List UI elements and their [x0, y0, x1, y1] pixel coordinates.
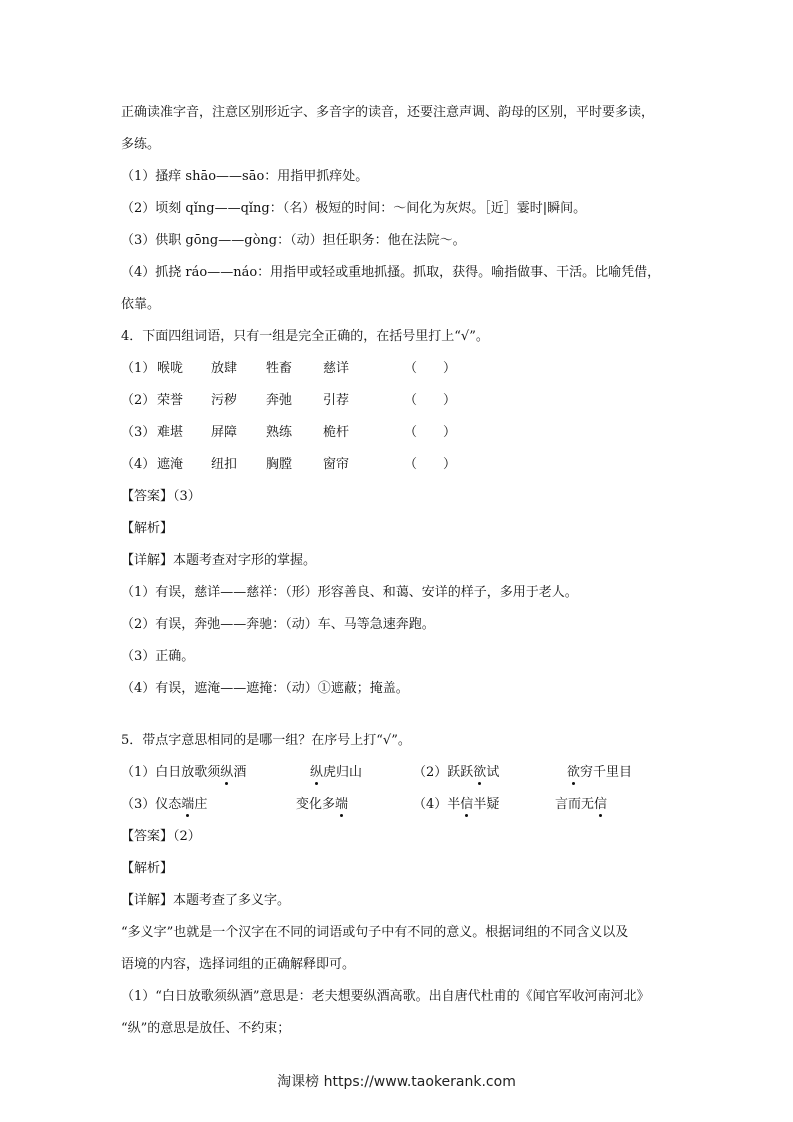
q5-option-3-num: （3） [121, 797, 156, 812]
q5-option-4-pair [555, 796, 607, 814]
q4-title: 4．下面四组词语，只有一组是完全正确的，在括号里打上“√”。 [121, 329, 489, 344]
q5-explain-1-cont: “纵”的意思是放任、不约束； [121, 1021, 291, 1036]
q4-explain-4: （4）有误，遮淹——遮掩：（动）①遮蔽；掩盖。 [121, 681, 409, 696]
q5-option-1-pair-post: 虎归山 [323, 765, 363, 780]
q4-answer: 【答案】（3） [121, 489, 201, 504]
q5-option-4-dotted-char: 信 [460, 797, 474, 812]
q4-row-4-word-3: 胸膛 [266, 457, 293, 472]
q5-option-3-pre: 仪态 [155, 797, 182, 812]
q5-option-1-post: 酒 [233, 765, 247, 780]
q5-analysis-heading: 【解析】 [121, 861, 174, 876]
q5-option-2[interactable] [413, 764, 499, 782]
q4-row-4-word-4: 窗帘 [323, 457, 350, 472]
q5-option-1-pair [310, 764, 362, 782]
q4-explain-1: （1）有误，慈详——慈祥：（形）形容善良、和蔼、安详的样子，多用于老人。 [121, 585, 578, 600]
q5-desc-line-2: 语境的内容，选择词组的正确解释即可。 [121, 957, 356, 972]
q4-analysis-heading: 【解析】 [121, 521, 174, 536]
q4-row-1-word-3: 牲畜 [266, 361, 293, 376]
q5-option-4-num: （4） [413, 797, 448, 812]
q4-explain-3: （3）正确。 [121, 649, 195, 664]
q5-option-4-pair-pre: 言而无 [555, 797, 595, 812]
q5-detail: 【详解】本题考查了多义字。 [121, 893, 291, 908]
intro-line-1: 正确读准字音，注意区别形近字、多音字的读音，还要注意声调、韵母的区别，平时要多读， [121, 105, 655, 120]
q3-item-3: （3）供职 gōng——gòng：（动）担任职务：他在法院～。 [121, 233, 466, 248]
q5-option-4[interactable] [413, 796, 499, 814]
q5-option-4-post: 半疑 [473, 797, 500, 812]
q5-option-1-pair-dotted-char: 纵 [310, 765, 324, 780]
q5-option-2-pair-post: 穷千里目 [580, 765, 633, 780]
q4-row-2-num: （2） [121, 393, 156, 408]
q5-desc-line-1: “多义字”也就是一个汉字在不同的词语或句子中有不同的意义。根据词组的不同含义以及 [121, 925, 629, 940]
q3-item-4-cont: 依靠。 [121, 297, 161, 312]
q4-row-1-word-2: 放肆 [211, 361, 238, 376]
q3-item-1: （1）搔痒 shāo——sāo：用指甲抓痒处。 [121, 169, 369, 184]
q4-row-3-paren[interactable]: （ ） [404, 425, 457, 440]
q4-row-3-word-2: 屏障 [211, 425, 238, 440]
q4-row-1-num: （1） [121, 361, 156, 376]
footer-watermark: 淘课榜 https://www.taokerank.com [277, 1074, 516, 1090]
q5-option-2-pre: 跃跃 [447, 765, 474, 780]
q5-option-3-dotted-char: 端 [181, 797, 195, 812]
q4-row-4-word-2: 纽扣 [211, 457, 238, 472]
q5-option-1-pre: 白日放歌须 [155, 765, 221, 780]
q3-item-4: （4）抓挠 ráo——náo：用指甲或轻或重地抓搔。抓取，获得。喻指做事、干活。比喻凭借， [121, 265, 661, 280]
q5-option-3-pair-dotted-char: 端 [335, 797, 349, 812]
q3-item-2: （2）顷刻 qǐng——qǐng：（名）极短的时间：～间化为灰烬。［近］霎时|瞬间。 [121, 201, 587, 216]
q5-option-1-dotted-char: 纵 [220, 765, 234, 780]
q4-row-4-paren[interactable]: （ ） [404, 457, 457, 472]
q5-option-4-pair-dotted-char: 信 [594, 797, 608, 812]
q5-option-3-pair [296, 796, 348, 814]
q5-option-1[interactable] [121, 764, 246, 782]
q4-explain-2: （2）有误，奔弛——奔驰：（动）车、马等急速奔跑。 [121, 617, 435, 632]
q5-option-2-post: 试 [486, 765, 500, 780]
q5-option-2-dotted-char: 欲 [473, 765, 487, 780]
q4-row-2-word-2: 污秽 [211, 393, 238, 408]
q5-option-2-pair-dotted-char: 欲 [567, 765, 581, 780]
q4-detail: 【详解】本题考查对字形的掌握。 [121, 553, 317, 568]
q4-row-3-num: （3） [121, 425, 156, 440]
q5-option-3-post: 庄 [194, 797, 208, 812]
q5-option-2-num: （2） [413, 765, 448, 780]
q4-row-1-word-1: 喉咙 [157, 361, 184, 376]
q4-row-3-word-4: 桅杆 [323, 425, 350, 440]
q4-row-3-word-1: 难堪 [157, 425, 184, 440]
intro-line-2: 多练。 [121, 137, 161, 152]
q5-answer: 【答案】（2） [121, 829, 201, 844]
q4-row-3-word-3: 熟练 [266, 425, 293, 440]
q5-option-2-pair [567, 764, 632, 782]
q5-option-3-pair-pre: 变化多 [296, 797, 336, 812]
q4-row-2-word-1: 荣誉 [157, 393, 184, 408]
q5-title: 5．带点字意思相同的是哪一组？在序号上打“√”。 [121, 733, 411, 748]
q5-option-4-pre: 半 [447, 797, 461, 812]
q5-option-1-num: （1） [121, 765, 156, 780]
q4-row-4-num: （4） [121, 457, 156, 472]
q5-explain-1: （1）“白日放歌须纵酒”意思是：老夫想要纵酒高歌。出自唐代杜甫的《闻官军收河南河北》 [121, 989, 650, 1004]
q4-row-2-word-4: 引荐 [323, 393, 350, 408]
q4-row-1-word-4: 慈详 [323, 361, 350, 376]
q5-option-3[interactable] [121, 796, 207, 814]
q4-row-4-word-1: 遮淹 [157, 457, 184, 472]
q4-row-2-word-3: 奔弛 [266, 393, 293, 408]
q4-row-2-paren[interactable]: （ ） [404, 393, 457, 408]
q4-row-1-paren[interactable]: （ ） [404, 361, 457, 376]
